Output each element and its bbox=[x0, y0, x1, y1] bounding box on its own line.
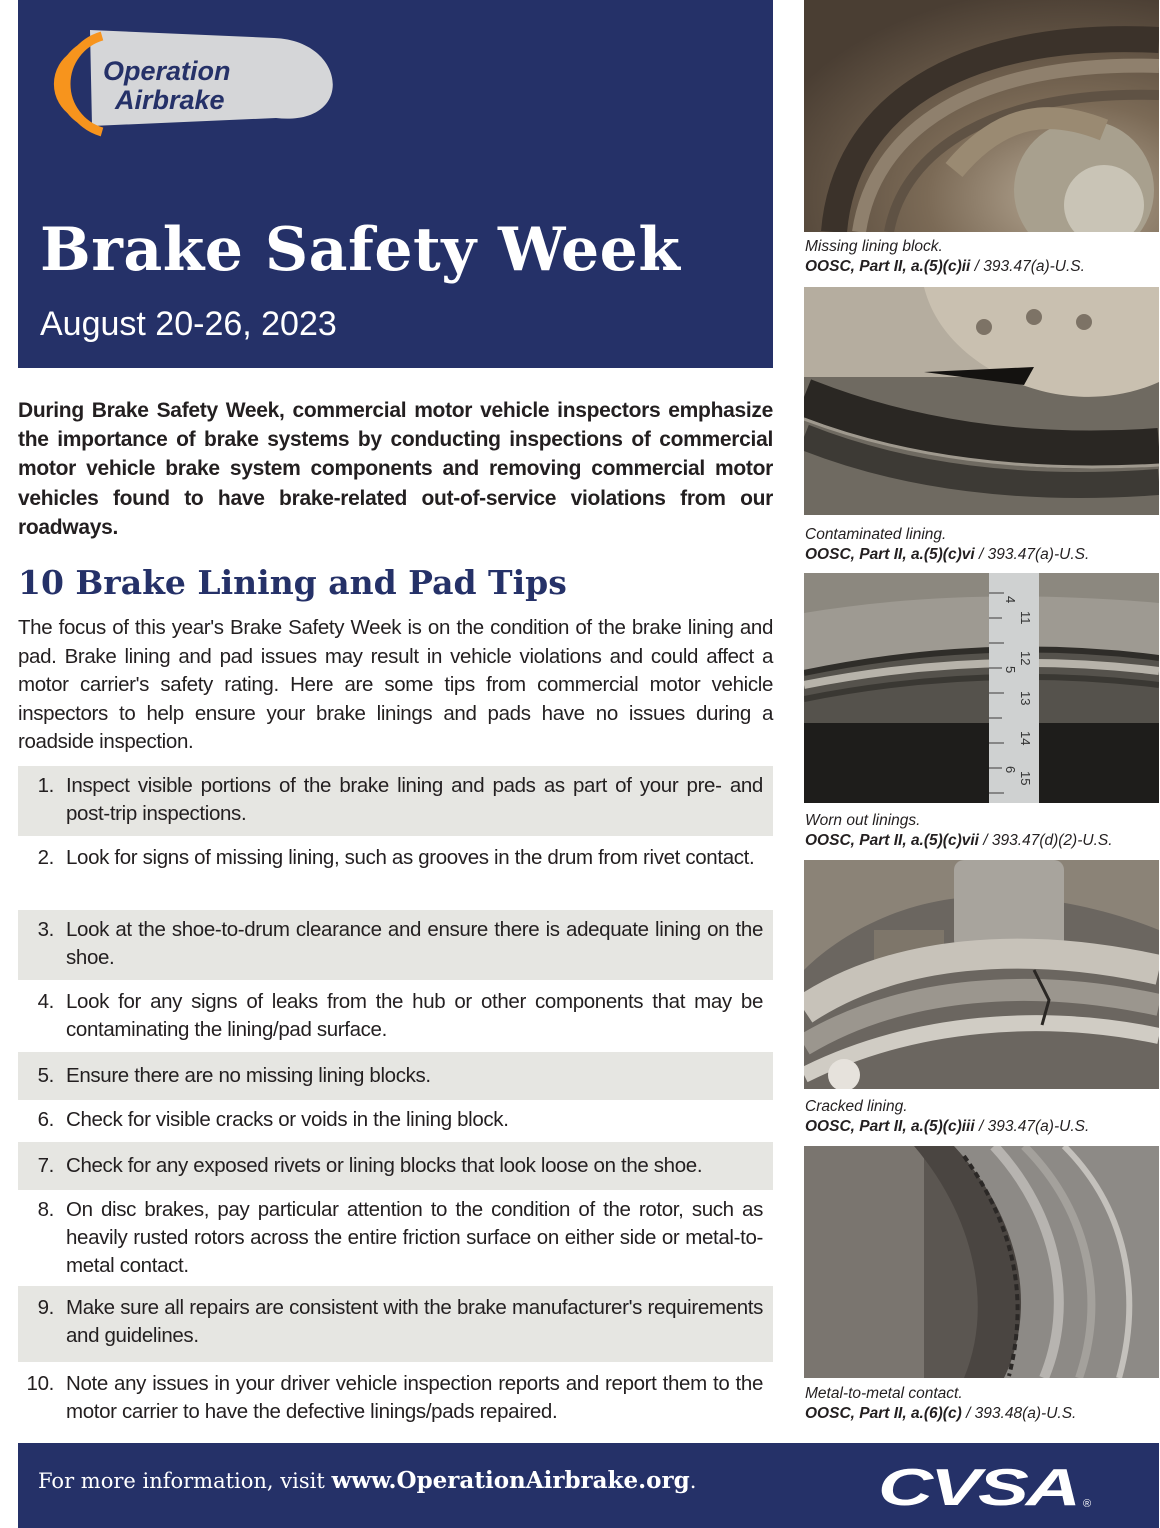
tip-text: Check for any exposed rivets or lining blocks that look loose on the shoe. bbox=[66, 1154, 703, 1177]
caption-code-line bbox=[805, 831, 1155, 851]
footer-banner bbox=[18, 1443, 1159, 1528]
caption-ref: / 393.47(a)-U.S. bbox=[974, 1117, 1090, 1135]
tip-number: 1. bbox=[37, 774, 54, 797]
logo-line-1: Operation bbox=[103, 56, 231, 86]
tip-text: Ensure there are no missing lining blocks. bbox=[66, 1064, 431, 1087]
tip-text: Check for visible cracks or voids in the lining block. bbox=[66, 1108, 509, 1131]
brake-drum-image bbox=[804, 573, 1159, 803]
registered-mark: ® bbox=[1083, 1498, 1092, 1510]
caption-title: Missing lining block. bbox=[805, 238, 943, 255]
tip-number: 2. bbox=[37, 846, 54, 869]
caption-ref: / 393.48(a)-U.S. bbox=[961, 1404, 1077, 1422]
photo-metal-to-metal-contact bbox=[804, 1146, 1159, 1378]
tip-item bbox=[18, 1102, 773, 1142]
tip-item bbox=[18, 1370, 773, 1432]
cvsa-logo-icon bbox=[878, 1463, 1103, 1511]
photo-caption bbox=[805, 1384, 1155, 1423]
ruler-mark: 15 bbox=[1018, 771, 1033, 786]
photo-caption bbox=[805, 237, 1155, 276]
caption-code-line bbox=[805, 1404, 1155, 1424]
ruler-mark: 11 bbox=[1018, 611, 1033, 625]
footer-suffix: . bbox=[689, 1469, 697, 1493]
ruler-mark: 13 bbox=[1018, 691, 1033, 706]
caption-code-line bbox=[805, 257, 1155, 277]
tip-number: 7. bbox=[37, 1154, 54, 1177]
page-title: Brake Safety Week bbox=[40, 215, 681, 285]
tip-number: 4. bbox=[37, 990, 54, 1013]
ruler-mark: 12 bbox=[1018, 651, 1033, 666]
caption-code: OOSC, Part II, a.(6)(c) bbox=[805, 1404, 962, 1422]
tip-text: Look for any signs of leaks from the hub or other components that may be contaminating the lining/pad surface. bbox=[66, 990, 763, 1041]
photo-cracked-lining bbox=[804, 860, 1159, 1089]
tip-item bbox=[18, 1286, 773, 1362]
brake-rotor-image bbox=[804, 1146, 1159, 1378]
caption-code: OOSC, Part II, a.(5)(c)vii bbox=[805, 831, 979, 849]
tip-number: 8. bbox=[37, 1198, 54, 1221]
caption-code: OOSC, Part II, a.(5)(c)ii bbox=[805, 257, 971, 275]
tip-item bbox=[18, 1194, 773, 1282]
website-link[interactable]: www.OperationAirbrake.org bbox=[331, 1467, 690, 1494]
brake-drum-image bbox=[804, 0, 1159, 232]
footer-prefix: For more information, visit bbox=[38, 1469, 332, 1493]
tip-item bbox=[18, 1142, 773, 1190]
cvsa-wordmark: CVSA bbox=[878, 1463, 1078, 1511]
photo-missing-lining-block bbox=[804, 0, 1159, 232]
ruler-mark: 6 bbox=[1003, 766, 1018, 774]
brake-drum-image bbox=[804, 287, 1159, 515]
intro-paragraph: During Brake Safety Week, commercial motor vehicle inspectors emphasize the importance of brake systems by conducting inspections of commercial motor vehicle brake system components and removing commercial motor vehicles found to have brake-related out-of-service violations from our roadways. bbox=[18, 399, 773, 539]
logo-line-2: Airbrake bbox=[115, 85, 225, 115]
section-title: 10 Brake Lining and Pad Tips bbox=[18, 563, 567, 602]
caption-code-line bbox=[805, 1117, 1155, 1137]
tip-item bbox=[18, 766, 773, 836]
tip-number: 3. bbox=[37, 918, 54, 941]
tip-number: 6. bbox=[37, 1108, 54, 1131]
caption-title: Contaminated lining. bbox=[805, 526, 947, 543]
operation-airbrake-logo bbox=[44, 22, 336, 144]
event-dates: August 20-26, 2023 bbox=[40, 305, 337, 343]
tip-text: Look at the shoe-to-drum clearance and ensure there is adequate lining on the shoe. bbox=[66, 918, 763, 969]
ruler-mark: 5 bbox=[1003, 666, 1018, 674]
caption-ref: / 393.47(a)-U.S. bbox=[970, 257, 1085, 275]
photo-caption bbox=[805, 525, 1155, 564]
tip-item bbox=[18, 1052, 773, 1100]
caption-title: Metal-to-metal contact. bbox=[805, 1385, 963, 1402]
footer-info bbox=[38, 1466, 696, 1496]
brake-drum-image bbox=[804, 860, 1159, 1089]
tip-item bbox=[18, 910, 773, 980]
tip-item bbox=[18, 844, 773, 904]
photo-contaminated-lining bbox=[804, 287, 1159, 515]
tip-text: Make sure all repairs are consistent with the brake manufacturer's requirements and guidelines. bbox=[66, 1296, 763, 1347]
tip-item bbox=[18, 988, 773, 1050]
tip-text: Look for signs of missing lining, such as grooves in the drum from rivet contact. bbox=[66, 846, 755, 869]
photo-worn-out-linings bbox=[804, 573, 1159, 803]
cvsa-logo bbox=[878, 1463, 1103, 1511]
tip-text: On disc brakes, pay particular attention to the condition of the rotor, such as heavily rusted rotors across the entire friction surface on either side or metal-to-metal contact. bbox=[66, 1198, 763, 1277]
ruler-mark: 4 bbox=[1003, 596, 1018, 604]
ruler-mark: 14 bbox=[1018, 731, 1033, 746]
caption-ref: / 393.47(d)(2)-U.S. bbox=[979, 831, 1113, 849]
caption-title: Cracked lining. bbox=[805, 1098, 908, 1115]
tip-text: Note any issues in your driver vehicle inspection reports and report them to the motor carrier to have the defective linings/pads repaired. bbox=[66, 1372, 763, 1423]
header-banner bbox=[18, 0, 773, 368]
tip-number: 5. bbox=[37, 1064, 54, 1087]
tip-number: 10. bbox=[26, 1372, 54, 1395]
caption-ref: / 393.47(a)-U.S. bbox=[974, 545, 1090, 563]
photo-caption bbox=[805, 811, 1155, 850]
caption-code: OOSC, Part II, a.(5)(c)iii bbox=[805, 1117, 975, 1135]
section-body: The focus of this year's Brake Safety Week is on the condition of the brake lining and pad. Brake lining and pad issues may result in vehicle violations and could affect a motor carrier's safety rating. Here are some tips from commercial motor vehicle inspectors to help ensure your brake linings and pads have no issues during a roadside inspection. bbox=[18, 616, 773, 753]
photo-caption bbox=[805, 1097, 1155, 1136]
tip-text: Inspect visible portions of the brake lining and pads as part of your pre- and post-trip inspections. bbox=[66, 774, 763, 825]
caption-code-line bbox=[805, 545, 1155, 565]
caption-code: OOSC, Part II, a.(5)(c)vi bbox=[805, 545, 975, 563]
caption-title: Worn out linings. bbox=[805, 812, 921, 829]
tip-number: 9. bbox=[37, 1296, 54, 1319]
